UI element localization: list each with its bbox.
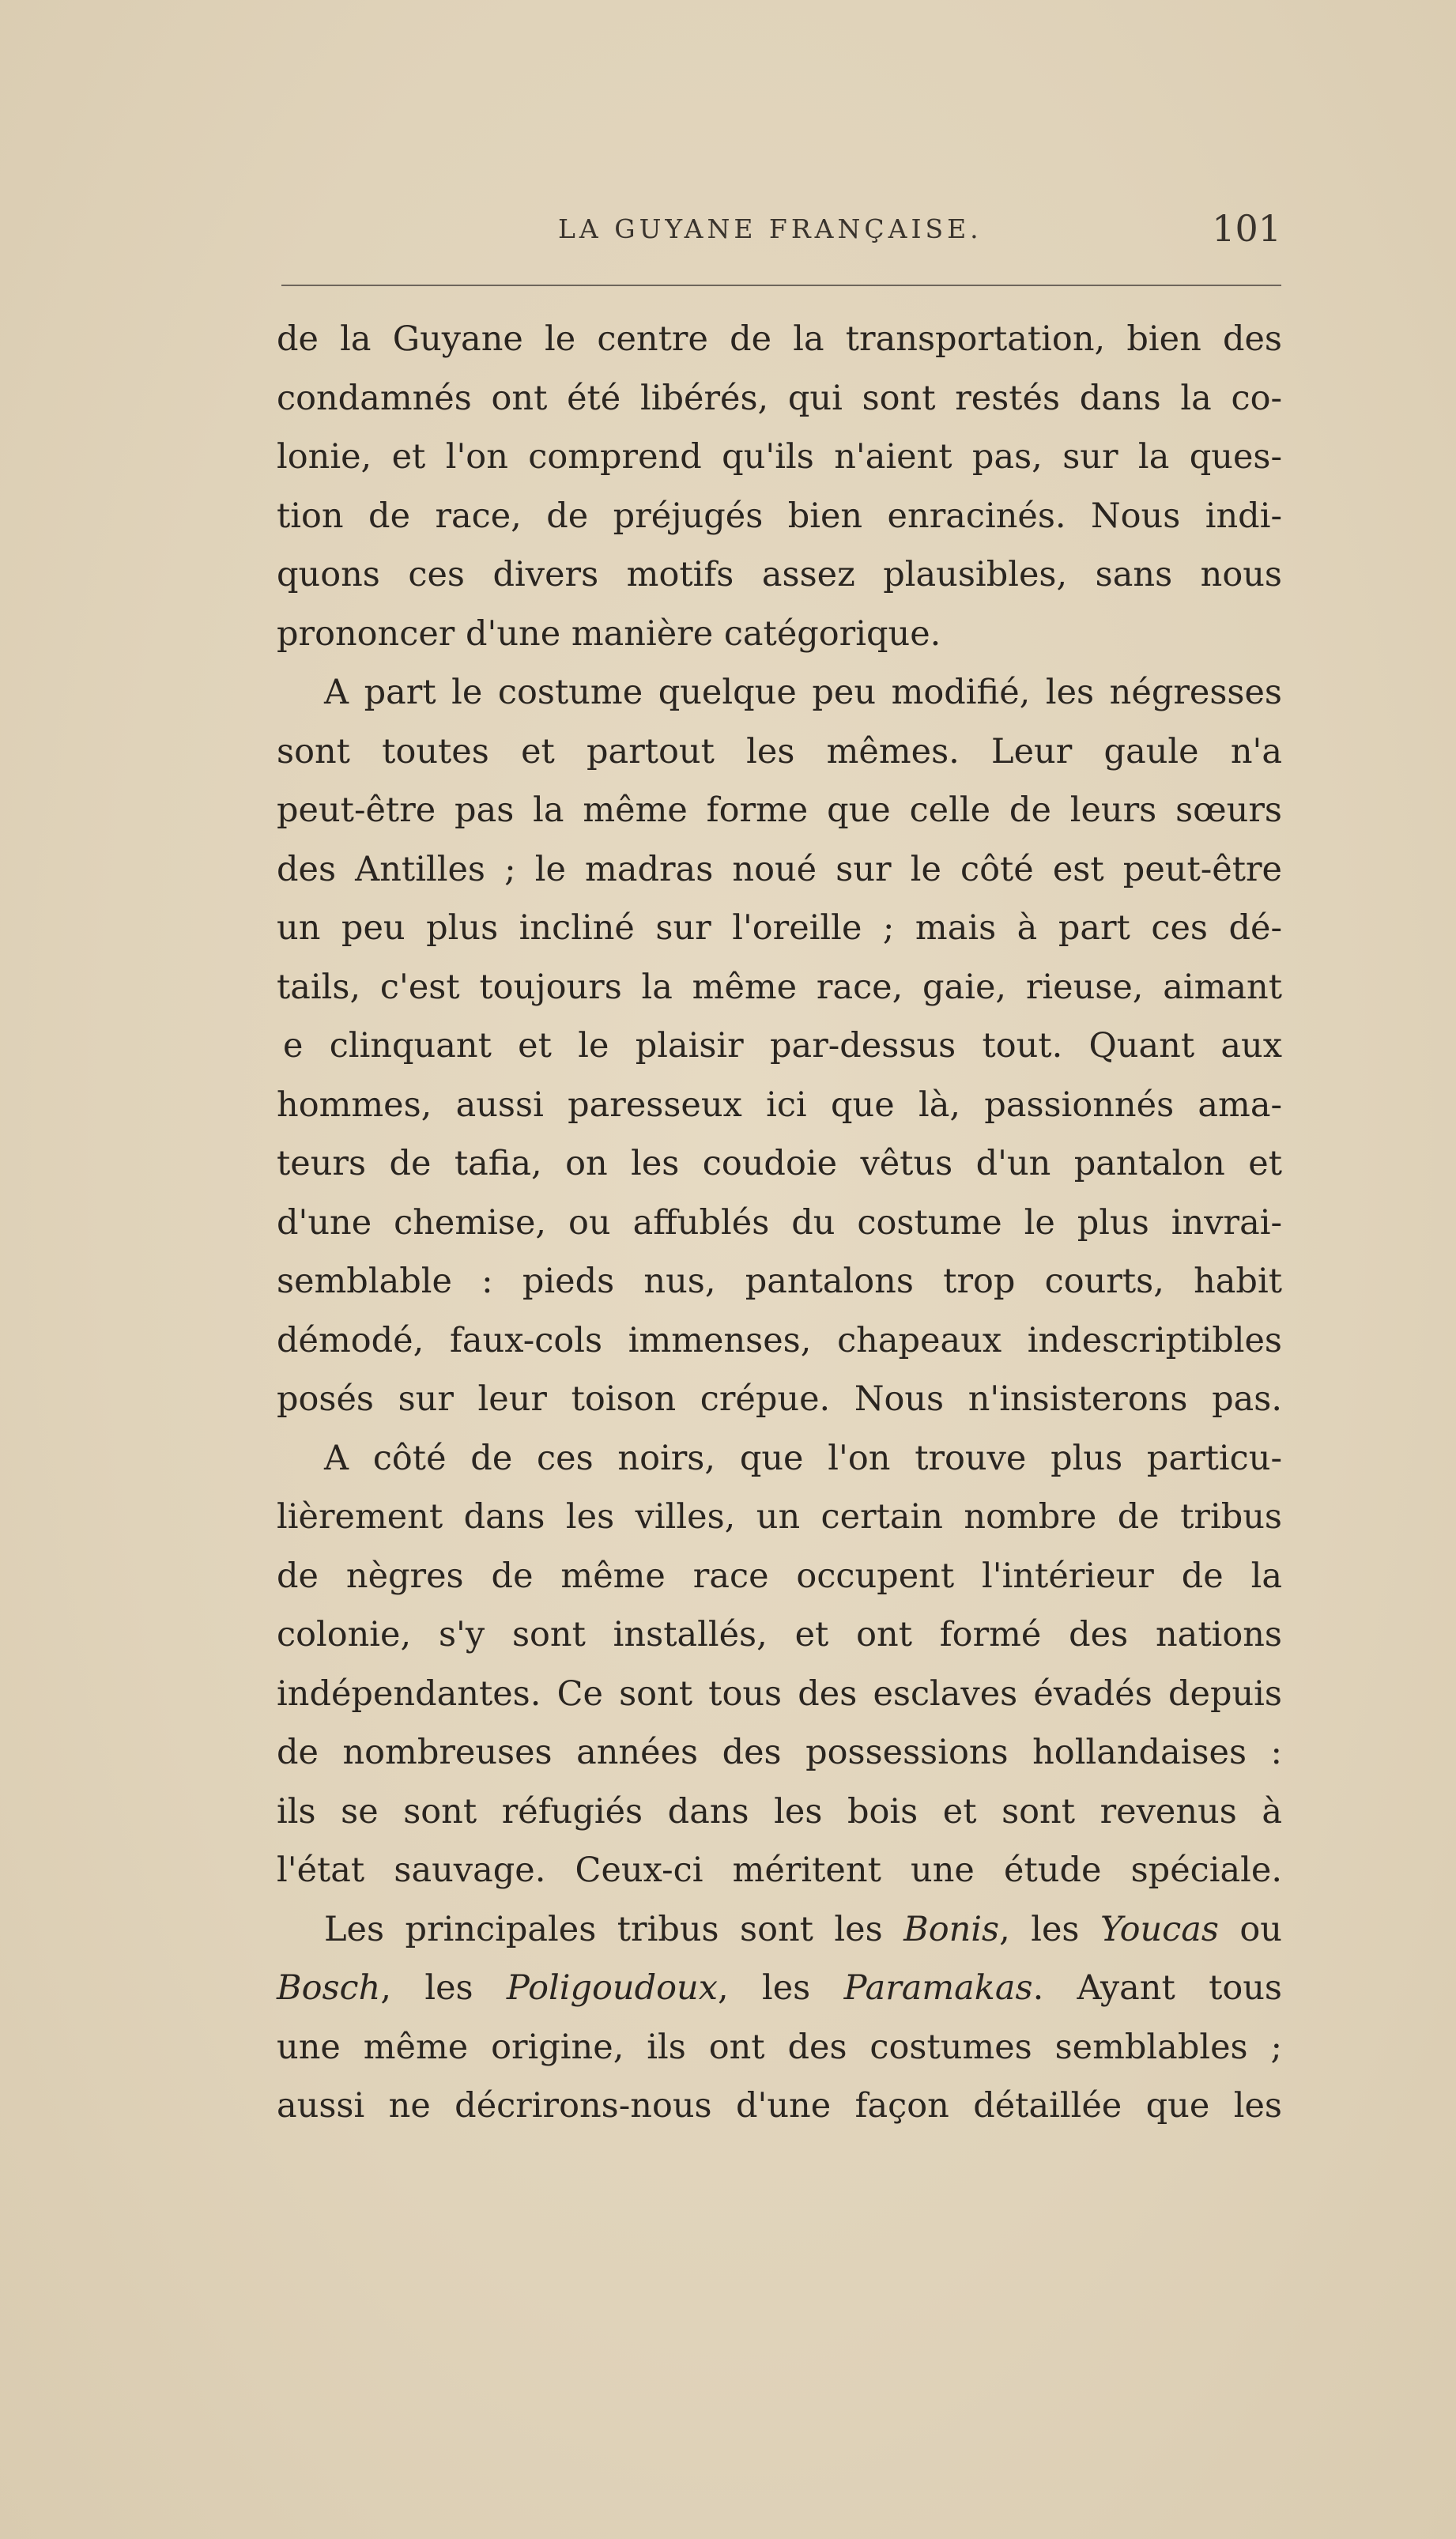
text-segment: , les	[380, 1968, 507, 2008]
text-line: démodé, faux-cols immenses, chapeaux indescriptibles	[277, 1320, 1282, 1360]
text-segment: . Ayant tous	[1032, 1968, 1283, 2008]
text-line: prononcer d'une manière catégorique.	[277, 613, 941, 654]
tribe-name-paramakas: Paramakas	[843, 1968, 1033, 2008]
running-head	[281, 207, 1281, 255]
tribe-name-bosch: Bosch	[277, 1968, 381, 2008]
text-line: tails, c'est toujours la même race, gaie, rieuse, aimant	[277, 967, 1282, 1007]
text-line: une même origine, ils ont des costumes semblables ;	[277, 2027, 1282, 2067]
text-line: ils se sont réfugiés dans les bois et sont revenus à	[277, 1791, 1282, 1832]
text-line: posés sur leur toison crépue. Nous n'insisterons pas.	[277, 1379, 1282, 1419]
text-segment: Les principales tribus sont les	[324, 1909, 904, 1949]
text-line: sont toutes et partout les mêmes. Leur gaule n'a	[277, 731, 1282, 772]
text-line: colonie, s'y sont installés, et ont formé des nations	[277, 1615, 1282, 1654]
text-line: semblable : pieds nus, pantalons trop courts, habit	[277, 1262, 1282, 1301]
text-segment: ou	[1218, 1909, 1282, 1949]
text-line: de nègres de même race occupent l'intérieur de la	[277, 1556, 1282, 1596]
page-number: 101	[1212, 207, 1281, 250]
text-line: lièrement dans les villes, un certain nombre de tribus	[277, 1497, 1282, 1537]
text-line: A part le costume quelque peu modifié, les négresses	[324, 673, 1282, 712]
text-line: hommes, aussi paresseux ici que là, passionnés ama-	[277, 1085, 1282, 1125]
text-line: tion de race, de préjugés bien enracinés. Nous indi-	[277, 496, 1282, 536]
text-line	[277, 1900, 1282, 1960]
text-line: un peu plus incliné sur l'oreille ; mais à part ces dé-	[277, 908, 1282, 948]
header-rule	[281, 285, 1281, 286]
running-title: LA GUYANE FRANÇAISE.	[558, 213, 983, 244]
text-line: e clinquant et le plaisir par-dessus tout. Quant aux	[283, 1026, 1282, 1066]
body-text	[277, 310, 1282, 2136]
text-line: condamnés ont été libérés, qui sont restés dans la co-	[277, 378, 1282, 418]
tribe-name-bonis: Bonis	[903, 1909, 1000, 1949]
text-line: de nombreuses années des possessions hollandaises :	[277, 1733, 1282, 1772]
text-line: de la Guyane le centre de la transportation, bien des	[277, 319, 1282, 359]
text-line: peut-être pas la même forme que celle de leurs sœurs	[277, 790, 1282, 830]
text-line: teurs de tafia, on les coudoie vêtus d'un pantalon et	[277, 1144, 1282, 1183]
text-line: quons ces divers motifs assez plausibles, sans nous	[277, 555, 1282, 594]
text-line: d'une chemise, ou affublés du costume le plus invrai-	[277, 1202, 1282, 1243]
text-line: lonie, et l'on comprend qu'ils n'aient pas, sur la ques-	[277, 437, 1282, 477]
text-segment: , les	[717, 1968, 844, 2008]
text-line: indépendantes. Ce sont tous des esclaves évadés depuis	[277, 1673, 1282, 1714]
tribe-name-youcas: Youcas	[1100, 1909, 1219, 1949]
text-line: A côté de ces noirs, que l'on trouve plus particu-	[324, 1438, 1282, 1478]
text-line	[277, 1959, 1282, 2018]
text-line: des Antilles ; le madras noué sur le côté est peut-être	[277, 849, 1282, 889]
text-segment: , les	[999, 1909, 1100, 1949]
text-line: l'état sauvage. Ceux-ci méritent une étude spéciale.	[277, 1850, 1282, 1890]
tribe-name-poligoudoux: Poligoudoux	[506, 1968, 718, 2008]
text-line: aussi ne décrirons-nous d'une façon détaillée que les	[277, 2086, 1282, 2126]
